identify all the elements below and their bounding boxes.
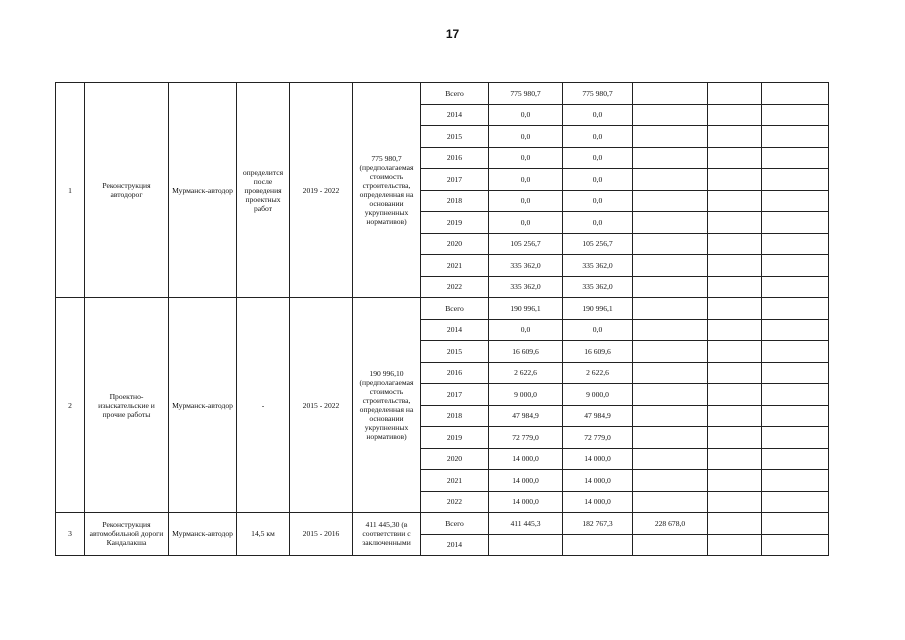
year-cell: 2020 bbox=[421, 233, 489, 255]
page-number: 17 bbox=[445, 27, 460, 41]
total-cell: 775 980,7 bbox=[489, 83, 563, 105]
total-cell: 14 000,0 bbox=[489, 448, 563, 470]
regional-budget-cell: 182 767,3 bbox=[563, 513, 633, 535]
other-sources-cell bbox=[762, 233, 829, 255]
other-sources-cell bbox=[762, 534, 829, 555]
total-cell: 0,0 bbox=[489, 104, 563, 126]
capacity-cell: 14,5 км bbox=[237, 513, 290, 556]
total-cell: 335 362,0 bbox=[489, 255, 563, 277]
regional-budget-cell: 47 984,9 bbox=[563, 405, 633, 427]
other-sources-cell bbox=[762, 83, 829, 105]
total-cell: 16 609,6 bbox=[489, 341, 563, 363]
federal-budget-cell bbox=[633, 233, 708, 255]
other-sources-cell bbox=[762, 255, 829, 277]
regional-budget-cell: 14 000,0 bbox=[563, 448, 633, 470]
table-row bbox=[56, 83, 829, 105]
other-sources-cell bbox=[762, 126, 829, 148]
federal-budget-cell bbox=[633, 470, 708, 492]
regional-budget-cell: 775 980,7 bbox=[563, 83, 633, 105]
local-budget-cell bbox=[708, 190, 762, 212]
customer-cell: Мурманск-автодор bbox=[169, 513, 237, 556]
year-cell: 2014 bbox=[421, 104, 489, 126]
local-budget-cell bbox=[708, 405, 762, 427]
regional-budget-cell: 0,0 bbox=[563, 169, 633, 191]
local-budget-cell bbox=[708, 427, 762, 449]
federal-budget-cell bbox=[633, 405, 708, 427]
other-sources-cell bbox=[762, 448, 829, 470]
other-sources-cell bbox=[762, 427, 829, 449]
local-budget-cell bbox=[708, 126, 762, 148]
other-sources-cell bbox=[762, 298, 829, 320]
row-number-cell: 1 bbox=[56, 83, 85, 298]
local-budget-cell bbox=[708, 319, 762, 341]
other-sources-cell bbox=[762, 513, 829, 535]
regional-budget-cell bbox=[563, 534, 633, 555]
year-cell: 2022 bbox=[421, 276, 489, 298]
regional-budget-cell: 9 000,0 bbox=[563, 384, 633, 406]
estimated-cost-cell: 775 980,7 (предполагаемая стоимость строительства, определенная на основании укрупненных нормативов) bbox=[353, 83, 421, 298]
year-cell: Всего bbox=[421, 513, 489, 535]
capacity-cell: - bbox=[237, 298, 290, 513]
local-budget-cell bbox=[708, 470, 762, 492]
other-sources-cell bbox=[762, 169, 829, 191]
row-number-cell: 2 bbox=[56, 298, 85, 513]
regional-budget-cell: 335 362,0 bbox=[563, 255, 633, 277]
period-cell: 2019 - 2022 bbox=[290, 83, 353, 298]
local-budget-cell bbox=[708, 491, 762, 513]
total-cell: 9 000,0 bbox=[489, 384, 563, 406]
total-cell: 411 445,3 bbox=[489, 513, 563, 535]
table-row bbox=[56, 513, 829, 535]
regional-budget-cell: 0,0 bbox=[563, 104, 633, 126]
year-cell: 2015 bbox=[421, 126, 489, 148]
row-number-cell: 3 bbox=[56, 513, 85, 556]
total-cell: 0,0 bbox=[489, 169, 563, 191]
local-budget-cell bbox=[708, 212, 762, 234]
federal-budget-cell bbox=[633, 104, 708, 126]
federal-budget-cell bbox=[633, 126, 708, 148]
customer-cell: Мурманск-автодор bbox=[169, 83, 237, 298]
other-sources-cell bbox=[762, 405, 829, 427]
local-budget-cell bbox=[708, 169, 762, 191]
table-row bbox=[56, 298, 829, 320]
federal-budget-cell bbox=[633, 341, 708, 363]
total-cell: 14 000,0 bbox=[489, 491, 563, 513]
other-sources-cell bbox=[762, 470, 829, 492]
total-cell: 47 984,9 bbox=[489, 405, 563, 427]
period-cell: 2015 - 2016 bbox=[290, 513, 353, 556]
year-cell: 2015 bbox=[421, 341, 489, 363]
total-cell: 0,0 bbox=[489, 126, 563, 148]
other-sources-cell bbox=[762, 190, 829, 212]
object-name-cell: Проектно-изыскательские и прочие работы bbox=[85, 298, 169, 513]
other-sources-cell bbox=[762, 362, 829, 384]
regional-budget-cell: 16 609,6 bbox=[563, 341, 633, 363]
local-budget-cell bbox=[708, 384, 762, 406]
year-cell: 2020 bbox=[421, 448, 489, 470]
regional-budget-cell: 190 996,1 bbox=[563, 298, 633, 320]
local-budget-cell bbox=[708, 83, 762, 105]
local-budget-cell bbox=[708, 448, 762, 470]
year-cell: 2018 bbox=[421, 405, 489, 427]
object-name-cell: Реконструкция автодорог bbox=[85, 83, 169, 298]
regional-budget-cell: 0,0 bbox=[563, 126, 633, 148]
total-cell: 72 779,0 bbox=[489, 427, 563, 449]
local-budget-cell bbox=[708, 513, 762, 535]
regional-budget-cell: 105 256,7 bbox=[563, 233, 633, 255]
federal-budget-cell bbox=[633, 298, 708, 320]
year-cell: 2018 bbox=[421, 190, 489, 212]
other-sources-cell bbox=[762, 341, 829, 363]
other-sources-cell bbox=[762, 104, 829, 126]
federal-budget-cell bbox=[633, 255, 708, 277]
local-budget-cell bbox=[708, 104, 762, 126]
local-budget-cell bbox=[708, 147, 762, 169]
total-cell: 0,0 bbox=[489, 190, 563, 212]
year-cell: 2019 bbox=[421, 212, 489, 234]
year-cell: 2014 bbox=[421, 319, 489, 341]
year-cell: Всего bbox=[421, 83, 489, 105]
regional-budget-cell: 2 622,6 bbox=[563, 362, 633, 384]
total-cell: 14 000,0 bbox=[489, 470, 563, 492]
year-cell: 2017 bbox=[421, 169, 489, 191]
total-cell: 190 996,1 bbox=[489, 298, 563, 320]
local-budget-cell bbox=[708, 298, 762, 320]
federal-budget-cell bbox=[633, 491, 708, 513]
federal-budget-cell bbox=[633, 212, 708, 234]
year-cell: 2021 bbox=[421, 255, 489, 277]
other-sources-cell bbox=[762, 491, 829, 513]
estimated-cost-cell: 190 996,10 (предполагаемая стоимость строительства, определенная на основании укрупненных нормативов) bbox=[353, 298, 421, 513]
year-cell: 2016 bbox=[421, 362, 489, 384]
year-cell: 2016 bbox=[421, 147, 489, 169]
object-name-cell: Реконструкция автомобильной дороги Кандалакша bbox=[85, 513, 169, 556]
total-cell: 335 362,0 bbox=[489, 276, 563, 298]
budget-table bbox=[55, 82, 829, 556]
regional-budget-cell: 0,0 bbox=[563, 319, 633, 341]
year-cell: 2019 bbox=[421, 427, 489, 449]
federal-budget-cell bbox=[633, 534, 708, 555]
local-budget-cell bbox=[708, 534, 762, 555]
federal-budget-cell bbox=[633, 448, 708, 470]
year-cell: 2017 bbox=[421, 384, 489, 406]
regional-budget-cell: 0,0 bbox=[563, 147, 633, 169]
year-cell: 2021 bbox=[421, 470, 489, 492]
local-budget-cell bbox=[708, 362, 762, 384]
other-sources-cell bbox=[762, 276, 829, 298]
regional-budget-cell: 335 362,0 bbox=[563, 276, 633, 298]
total-cell: 0,0 bbox=[489, 319, 563, 341]
other-sources-cell bbox=[762, 384, 829, 406]
total-cell: 0,0 bbox=[489, 212, 563, 234]
regional-budget-cell: 14 000,0 bbox=[563, 491, 633, 513]
federal-budget-cell bbox=[633, 276, 708, 298]
local-budget-cell bbox=[708, 255, 762, 277]
year-cell: 2022 bbox=[421, 491, 489, 513]
federal-budget-cell bbox=[633, 147, 708, 169]
federal-budget-cell: 228 678,0 bbox=[633, 513, 708, 535]
capacity-cell: определится после проведения проектных работ bbox=[237, 83, 290, 298]
other-sources-cell bbox=[762, 319, 829, 341]
total-cell bbox=[489, 534, 563, 555]
federal-budget-cell bbox=[633, 190, 708, 212]
federal-budget-cell bbox=[633, 384, 708, 406]
customer-cell: Мурманск-автодор bbox=[169, 298, 237, 513]
estimated-cost-cell: 411 445,30 (в соответствии с заключенными bbox=[353, 513, 421, 556]
period-cell: 2015 - 2022 bbox=[290, 298, 353, 513]
local-budget-cell bbox=[708, 341, 762, 363]
federal-budget-cell bbox=[633, 169, 708, 191]
local-budget-cell bbox=[708, 233, 762, 255]
total-cell: 0,0 bbox=[489, 147, 563, 169]
table-body bbox=[56, 83, 829, 556]
federal-budget-cell bbox=[633, 319, 708, 341]
regional-budget-cell: 0,0 bbox=[563, 212, 633, 234]
regional-budget-cell: 14 000,0 bbox=[563, 470, 633, 492]
regional-budget-cell: 0,0 bbox=[563, 190, 633, 212]
other-sources-cell bbox=[762, 212, 829, 234]
federal-budget-cell bbox=[633, 427, 708, 449]
other-sources-cell bbox=[762, 147, 829, 169]
federal-budget-cell bbox=[633, 362, 708, 384]
year-cell: 2014 bbox=[421, 534, 489, 555]
year-cell: Всего bbox=[421, 298, 489, 320]
federal-budget-cell bbox=[633, 83, 708, 105]
total-cell: 105 256,7 bbox=[489, 233, 563, 255]
total-cell: 2 622,6 bbox=[489, 362, 563, 384]
local-budget-cell bbox=[708, 276, 762, 298]
regional-budget-cell: 72 779,0 bbox=[563, 427, 633, 449]
